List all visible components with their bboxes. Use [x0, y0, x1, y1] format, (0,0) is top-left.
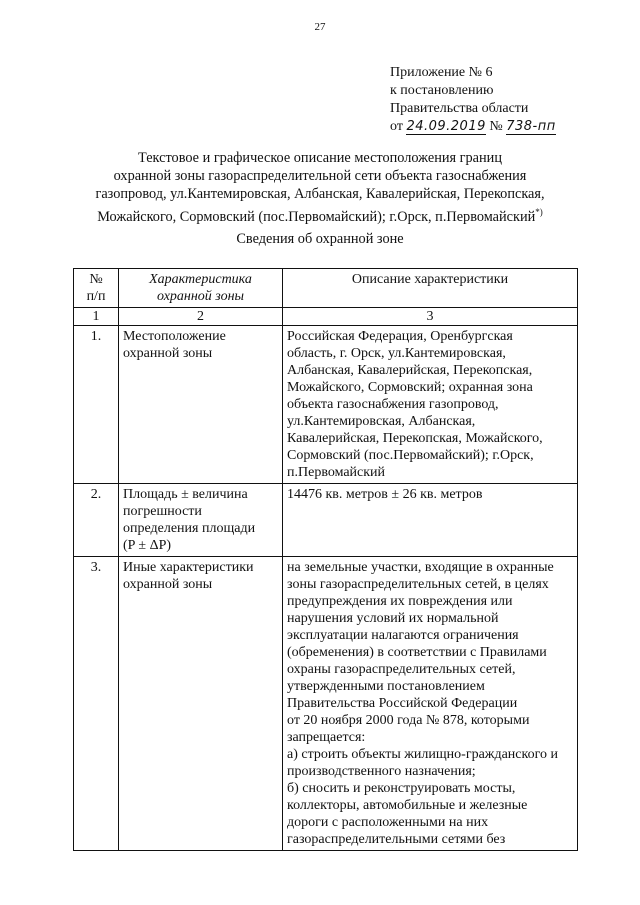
appendix-line-3: Правительства области	[390, 101, 529, 116]
section-title: Сведения об охранной зоне	[236, 231, 404, 247]
index-cell-1: 1	[74, 308, 119, 326]
row-characteristic: Площадь ± величина погрешности определения площади (P ± ΔP)	[119, 484, 283, 557]
page-number: 27	[314, 21, 326, 33]
header-description: Описание характеристики	[283, 269, 578, 308]
header-characteristic: Характеристика охранной зоны	[119, 269, 283, 308]
table-row	[74, 326, 578, 484]
title-line-3: газопровод, ул.Кантемировская, Албанская, Кавалерийская, Перекопская,	[95, 186, 545, 202]
title-line-1: Текстовое и графическое описание местоположения границ	[138, 150, 502, 166]
footnote-mark: *)	[535, 207, 543, 217]
row-description: Российская Федерация, Оренбургская область, г. Орск, ул.Кантемировская, Албанская, Кавалерийская, Перекопская, Можайского, Сормовский; охранная зона объекта газоснабжения газопровод, ул.Кантемировская, Албанская, Кавалерийская, Перекопская, Можайского, Сормовский (пос.Первомайский); г.Орск, п.Первомайский	[283, 326, 578, 484]
row-num: 3.	[74, 557, 119, 851]
title-line-4-text: Можайского, Сормовский (пос.Первомайский); г.Орск, п.Первомайский	[97, 208, 536, 225]
index-cell-2: 2	[119, 308, 283, 326]
appendix-date-line	[390, 118, 556, 136]
index-cell-3: 3	[283, 308, 578, 326]
title-line-2: охранной зоны газораспределительной сети объекта газоснабжения	[113, 168, 527, 184]
header-num: № п/п	[74, 269, 119, 308]
appendix-block	[390, 64, 556, 136]
date-value: 24.09.2019	[406, 119, 486, 134]
table-header-row	[74, 269, 578, 308]
number-value: 738-пп	[506, 119, 556, 134]
table-row	[74, 557, 578, 851]
table-row	[74, 484, 578, 557]
appendix-line-1: Приложение № 6	[390, 65, 493, 80]
row-num: 2.	[74, 484, 119, 557]
row-description: на земельные участки, входящие в охранные зоны газораспределительных сетей, в целях предупреждения их повреждения или нарушения условий их нормальной эксплуатации налагаются ограничения (обременения) в соответствии с Правилами охраны газораспределительных сетей, утвержденными постановлением Правительства Российской Федерации от 20 ноября 2000 года № 878, которыми запрещается: а) строить объекты жилищно-гражданского и производственного назначения; б) сносить и реконструировать мосты, коллекторы, автомобильные и железные дороги с расположенными на них газораспределительными сетями без	[283, 557, 578, 851]
row-num: 1.	[74, 326, 119, 484]
protection-zone-table	[73, 268, 578, 851]
date-prefix: от	[390, 119, 403, 134]
table-index-row	[74, 308, 578, 326]
row-characteristic: Иные характеристики охранной зоны	[119, 557, 283, 851]
title-line-4	[70, 203, 570, 226]
row-characteristic: Местоположение охранной зоны	[119, 326, 283, 484]
number-prefix: №	[489, 119, 503, 134]
appendix-line-2: к постановлению	[390, 83, 494, 98]
document-title	[70, 149, 570, 226]
row-description: 14476 кв. метров ± 26 кв. метров	[283, 484, 578, 557]
